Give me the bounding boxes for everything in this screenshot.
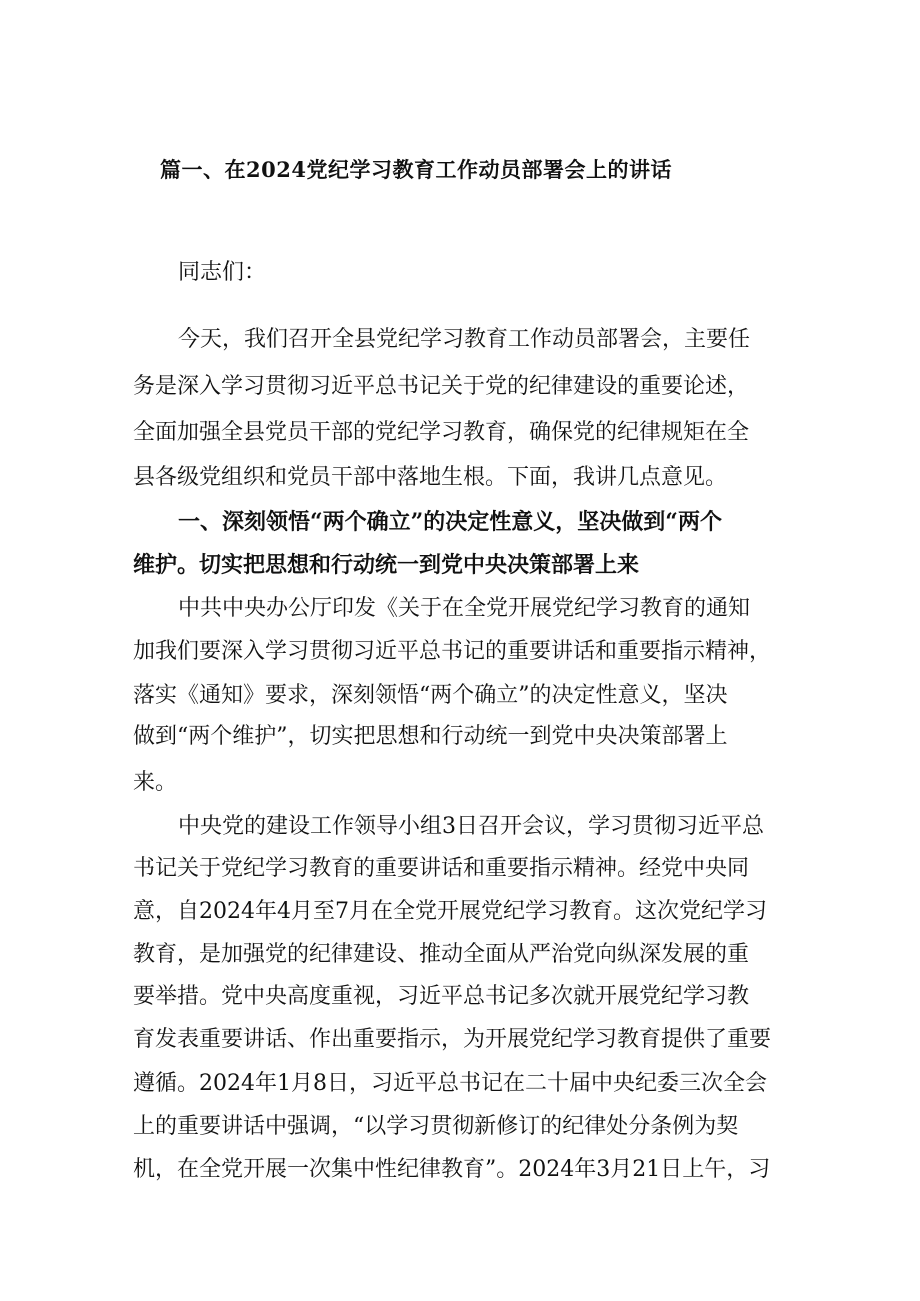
section-heading-line: 一、深刻领悟“两个确立”的决定性意义，坚决做到“两个 <box>178 509 722 535</box>
paragraph-line: 落实《通知》要求，深刻领悟“两个确立”的决定性意义，坚决 <box>133 683 728 708</box>
paragraph-line: 意，自2024年4月至7月在全党开展党纪学习教育。这次党纪学习 <box>133 899 767 924</box>
paragraph-line: 上的重要讲话中强调，“以学习贯彻新修订的纪律处分条例为契 <box>133 1114 739 1139</box>
paragraph-line: 育发表重要讲话、作出重要指示，为开展党纪学习教育提供了重要 <box>133 1027 772 1052</box>
paragraph-line: 加我们要深入学习贯彻习近平总书记的重要讲话和重要指示精神， <box>133 639 772 664</box>
paragraph-line: 教育，是加强党的纪律建设、推动全面从严治党向纵深发展的重 <box>133 942 750 967</box>
paragraph-line: 要举措。党中央高度重视，习近平总书记多次就开展党纪学习教 <box>133 984 750 1009</box>
paragraph-line: 遵循。2024年1月8日，习近平总书记在二十届中央纪委三次全会 <box>133 1071 767 1096</box>
paragraph-line: 中央党的建设工作领导小组3日召开会议，学习贯彻习近平总 <box>178 814 764 839</box>
salutation: 同志们： <box>178 260 267 285</box>
paragraph-line: 书记关于党纪学习教育的重要讲话和重要指示精神。经党中央同 <box>133 856 750 881</box>
paragraph-line: 做到“两个维护”，切实把思想和行动统一到党中央决策部署上 <box>133 724 728 749</box>
paragraph-line: 中共中央办公厅印发《关于在全党开展党纪学习教育的通知 <box>178 596 751 621</box>
paragraph-line: 来。 <box>133 770 178 795</box>
paragraph-line: 机，在全党开展一次集中性纪律教育”。2024年3月21日上午，习 <box>133 1157 771 1182</box>
paragraph-line: 县各级党组织和党员干部中落地生根。下面，我讲几点意见。 <box>133 465 728 490</box>
paragraph-line: 务是深入学习贯彻习近平总书记关于党的纪律建设的重要论述， <box>133 374 750 399</box>
document-title: 篇一、在2024党纪学习教育工作动员部署会上的讲话 <box>160 157 672 182</box>
paragraph-line: 今天，我们召开全县党纪学习教育工作动员部署会，主要任 <box>178 327 751 352</box>
section-heading-line: 维护。切实把思想和行动统一到党中央决策部署上来 <box>133 552 640 578</box>
paragraph-line: 全面加强全县党员干部的党纪学习教育，确保党的纪律规矩在全 <box>133 420 750 445</box>
